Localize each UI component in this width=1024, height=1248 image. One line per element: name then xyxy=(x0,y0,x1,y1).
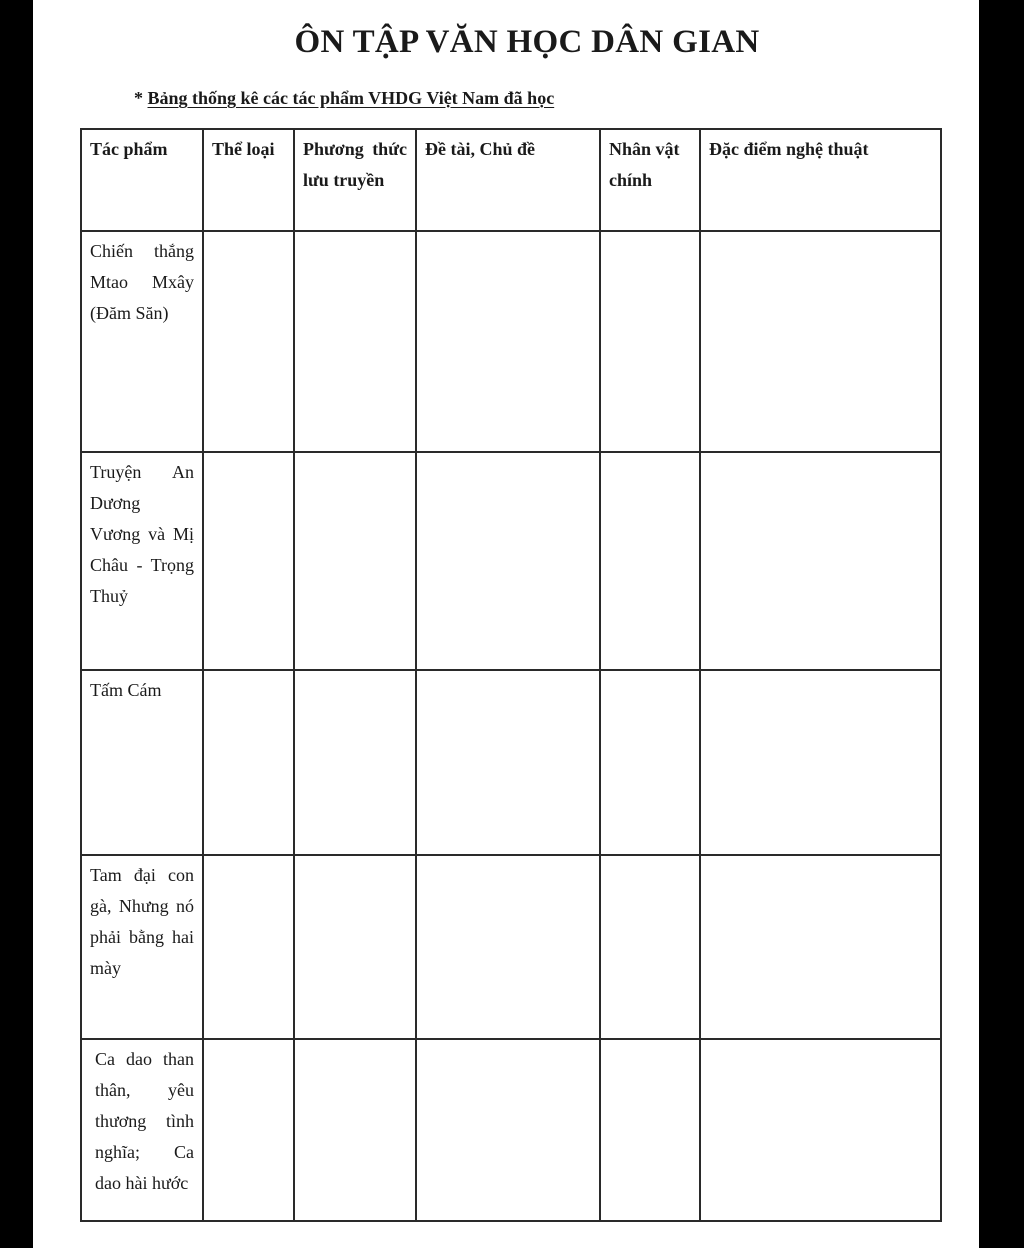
header-work: Tác phẩm xyxy=(81,129,203,231)
transmission-cell[interactable] xyxy=(294,670,416,855)
header-artistic-features: Đặc điểm nghệ thuật xyxy=(700,129,941,231)
main-character-cell[interactable] xyxy=(600,231,700,452)
caption-text: Bảng thống kê các tác phẩm VHDG Việt Nam đã học xyxy=(147,88,555,108)
artistic-features-cell[interactable] xyxy=(700,452,941,670)
transmission-cell[interactable] xyxy=(294,1039,416,1221)
theme-cell[interactable] xyxy=(416,855,600,1039)
artistic-features-cell[interactable] xyxy=(700,1039,941,1221)
table-row xyxy=(81,231,941,452)
theme-cell[interactable] xyxy=(416,670,600,855)
work-cell: Tam đại con gà, Nhưng nó phải bằng hai mày xyxy=(81,855,203,1039)
header-genre: Thể loại xyxy=(203,129,294,231)
genre-cell[interactable] xyxy=(203,231,294,452)
genre-cell[interactable] xyxy=(203,452,294,670)
genre-cell[interactable] xyxy=(203,670,294,855)
main-character-cell[interactable] xyxy=(600,670,700,855)
caption-bullet: * xyxy=(134,88,148,108)
artistic-features-cell[interactable] xyxy=(700,855,941,1039)
works-summary-table xyxy=(80,128,942,1222)
work-cell: Tấm Cám xyxy=(81,670,203,855)
transmission-cell[interactable] xyxy=(294,855,416,1039)
main-character-cell[interactable] xyxy=(600,855,700,1039)
genre-cell[interactable] xyxy=(203,1039,294,1221)
artistic-features-cell[interactable] xyxy=(700,670,941,855)
work-cell: Truyện An Dương Vương và Mị Châu - Trọng Thuỷ xyxy=(81,452,203,670)
header-transmission: Phương thức lưu truyền xyxy=(294,129,416,231)
theme-cell[interactable] xyxy=(416,452,600,670)
work-cell: Chiến thắng Mtao Mxây (Đăm Săn) xyxy=(81,231,203,452)
theme-cell[interactable] xyxy=(416,1039,600,1221)
table-row xyxy=(81,670,941,855)
table-row xyxy=(81,452,941,670)
table-header-row xyxy=(81,129,941,231)
header-theme: Đề tài, Chủ đề xyxy=(416,129,600,231)
header-main-character: Nhân vật chính xyxy=(600,129,700,231)
work-cell: Ca dao than thân, yêu thương tình nghĩa; Ca dao hài hước xyxy=(81,1039,203,1221)
genre-cell[interactable] xyxy=(203,855,294,1039)
main-character-cell[interactable] xyxy=(600,1039,700,1221)
main-character-cell[interactable] xyxy=(600,452,700,670)
document-page xyxy=(33,0,979,1248)
table-caption xyxy=(134,88,554,109)
theme-cell[interactable] xyxy=(416,231,600,452)
artistic-features-cell[interactable] xyxy=(700,231,941,452)
document-title: ÔN TẬP VĂN HỌC DÂN GIAN xyxy=(294,24,760,60)
table-row xyxy=(81,855,941,1039)
transmission-cell[interactable] xyxy=(294,452,416,670)
table-row xyxy=(81,1039,941,1221)
transmission-cell[interactable] xyxy=(294,231,416,452)
